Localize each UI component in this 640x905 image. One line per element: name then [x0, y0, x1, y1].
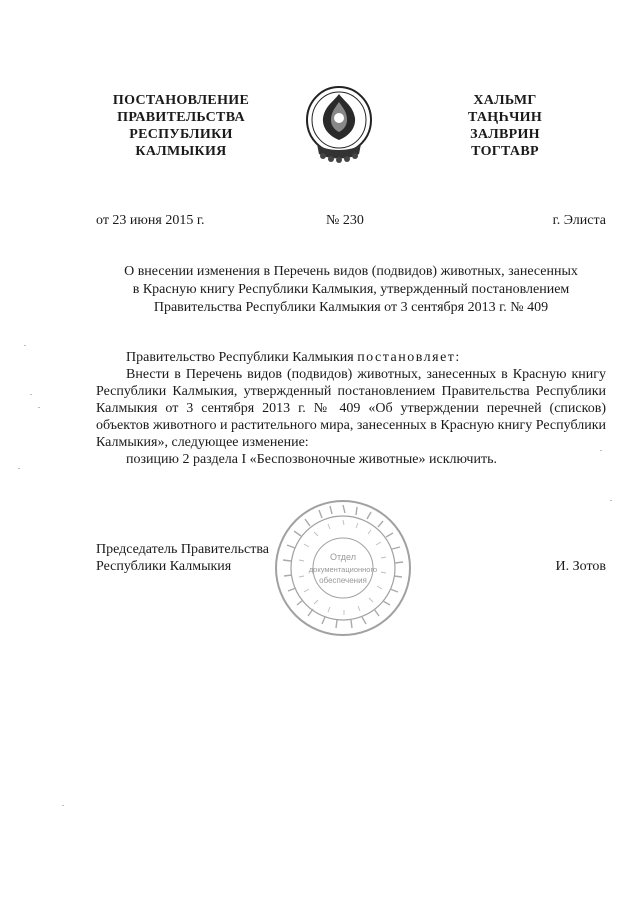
scan-speck	[38, 407, 40, 408]
document-number: № 230	[326, 213, 364, 228]
header-left-line: КАЛМЫКИЯ	[135, 144, 227, 159]
stamp-line: Отдел	[329, 552, 357, 562]
scan-speck	[610, 500, 612, 501]
intro-prefix: Правительство Республики Калмыкия	[126, 350, 354, 365]
position-line: Республики Калмыкия	[96, 559, 232, 574]
scan-speck	[600, 450, 602, 451]
intro-keyword: постановляет:	[357, 350, 461, 365]
stamp-line: обеспечения	[319, 576, 367, 585]
header-right-kalmyk	[450, 92, 560, 160]
scan-speck	[18, 468, 20, 469]
header-left-line: ПОСТАНОВЛЕНИЕ	[112, 93, 250, 108]
document-title	[96, 263, 606, 317]
stamp-line: документационного	[308, 565, 378, 574]
document-body	[96, 349, 606, 468]
scan-speck	[24, 345, 26, 346]
title-line: Правительства Республики Калмыкия от 3 сентября 2013 г. № 409	[153, 300, 549, 315]
header-left-russian	[96, 92, 266, 160]
scan-speck	[62, 805, 64, 806]
main-paragraph: Внести в Перечень видов (подвидов) животных, занесенных в Красную книгу Республики Калмыкия, утвержденный постановлением Правительства Республики Калмыкия от 3 сентября 2013 г. № 409 «Об утверждении перечней (списков) объектов животного и растительного мира, занесенных в Красную книгу Республики Калмыкия», следующее изменение:	[96, 367, 606, 450]
header-right-line: ЗАЛВРИН	[470, 127, 540, 142]
scan-speck	[30, 394, 32, 395]
position-line: Председатель Правительства	[96, 542, 269, 557]
header-right-line: ТАҢҺЧИН	[467, 110, 543, 125]
header-left-line: РЕСПУБЛИКИ	[129, 127, 233, 142]
header-right-line: ТОГТАВР	[471, 144, 539, 159]
header-right-line: ХАЛЬМГ	[473, 93, 537, 108]
kalmykia-emblem-icon	[303, 84, 375, 164]
document-date: от 23 июня 2015 г.	[96, 213, 205, 228]
signatory-position	[96, 541, 269, 575]
signatory-name: И. Зотов	[555, 559, 606, 574]
intro-paragraph	[96, 349, 606, 366]
header-left-line: ПРАВИТЕЛЬСТВА	[117, 110, 245, 125]
official-stamp-icon	[272, 497, 414, 639]
title-line: в Красную книгу Республики Калмыкия, утвержденный постановлением	[132, 282, 570, 297]
document-meta	[96, 213, 606, 231]
title-line: О внесении изменения в Перечень видов (подвидов) животных, занесенных	[124, 264, 578, 279]
document-city: г. Элиста	[552, 213, 606, 228]
change-item: позицию 2 раздела I «Беспозвоночные животные» исключить.	[126, 452, 497, 467]
